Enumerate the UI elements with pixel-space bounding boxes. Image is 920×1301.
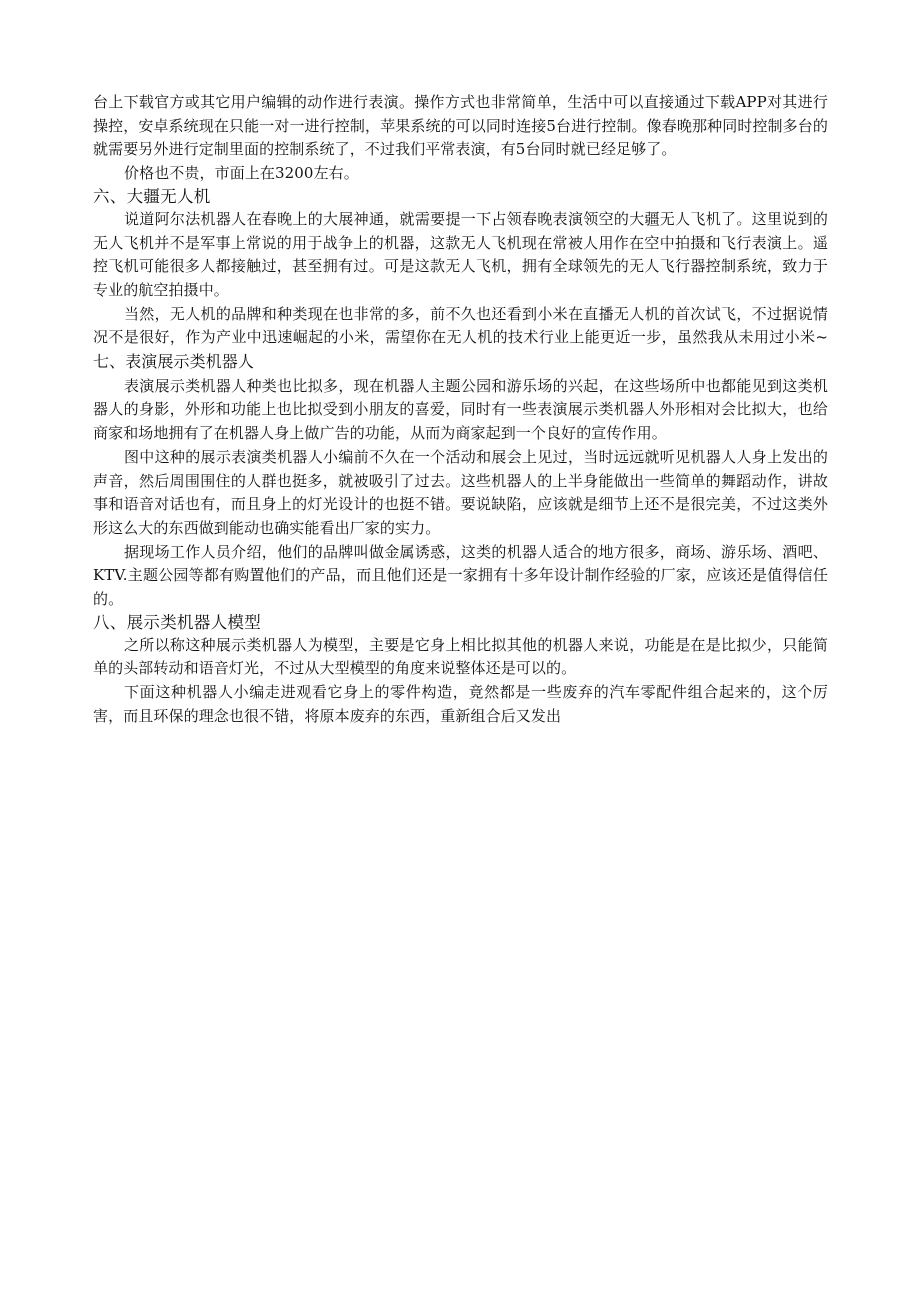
paragraph-model-parts: 下面这种机器人小编走进观看它身上的零件构造，竟然都是一些废弃的汽车零配件组合起来的，这个厉害，而且环保的理念也很不错，将原本废弃的东西，重新组合后又发出 (93, 683, 828, 725)
paragraph-app-control: 台上下载官方或其它用户编辑的动作进行表演。操作方式也非常简单，生活中可以直接通过下载APP对其进行操控，安卓系统现在只能一对一进行控制，苹果系统的可以同时连接5台进行控制。像春晚那种同时控制多台的就需要另外进行定制里面的控制系统了，不过我们平常表演，有5台同时就已经足够了。 (93, 93, 828, 159)
paragraph-drone-intro: 说道阿尔法机器人在春晚上的大展神通，就需要提一下占领春晚表演领空的大疆无人飞机了。这里说到的无人飞机并不是军事上常说的用于战争上的机器，这款无人飞机现在常被人用作在空中拍摄和飞行表演上。遥控飞机可能很多人都接触过，甚至拥有过。可是这款无人飞机，拥有全球领先的无人飞行器控制系统，致力于专业的航空拍摄中。 (93, 209, 828, 299)
paragraph-model-intro: 之所以称这种展示类机器人为模型，主要是它身上相比拟其他的机器人来说，功能是在是比拟少，只能简单的头部转动和语音灯光，不过从大型模型的角度来说整体还是可以的。 (93, 635, 828, 678)
document-page (93, 91, 828, 729)
heading-dji-drone: 六、大疆无人机 (93, 186, 211, 206)
paragraph-price: 价格也不贵，市面上在3200左右。 (124, 164, 359, 183)
heading-performance-robots: 七、表演展示类机器人 (93, 352, 255, 372)
heading-robot-models: 八、展示类机器人模型 (93, 612, 261, 632)
paragraph-performance-brand: 据现场工作人员介绍，他们的品牌叫做金属诱惑，这类的机器人适合的地方很多，商场、游乐场、酒吧、KTV.主题公园等都有购置他们的产品，而且他们还是一家拥有十多年设计制作经验的厂家，应该还是值得信任的。 (93, 542, 828, 609)
paragraph-drone-brands (93, 303, 828, 375)
paragraph-performance-event: 图中这种的展示表演类机器人小编前不久在一个活动和展会上见过，当时远远就听见机器人人身上发出的声音，然后周围围住的人群也挺多，就被吸引了过去。这些机器人的上半身能做出一些简单的舞蹈动作，讲故事和语音对话也有，而且身上的灯光设计的也挺不错。要说缺陷，应该就是细节上还不是很完美，不过这类外形这么大的东西做到能动也确实能看出厂家的实力。 (93, 447, 828, 537)
paragraph-performance-types: 表演展示类机器人种类也比拟多，现在机器人主题公园和游乐场的兴起，在这些场所中也都能见到这类机器人的身影，外形和功能上也比拟受到小朋友的喜爱，同时有一些表演展示类机器人外形相对会比拟大，也给商家和场地拥有了在机器人身上做广告的功能，从而为商家起到一个良好的宣传作用。 (93, 376, 828, 443)
paragraph-drone-brands-text: 当然，无人机的品牌和种类现在也非常的多，前不久也还看到小米在直播无人机的首次试飞，不过据说情况不是很好，作为产业中迅速崛起的小米，需望你在无人机的技术行业上能更近一步，虽然我从未用过小米~ (93, 304, 828, 347)
